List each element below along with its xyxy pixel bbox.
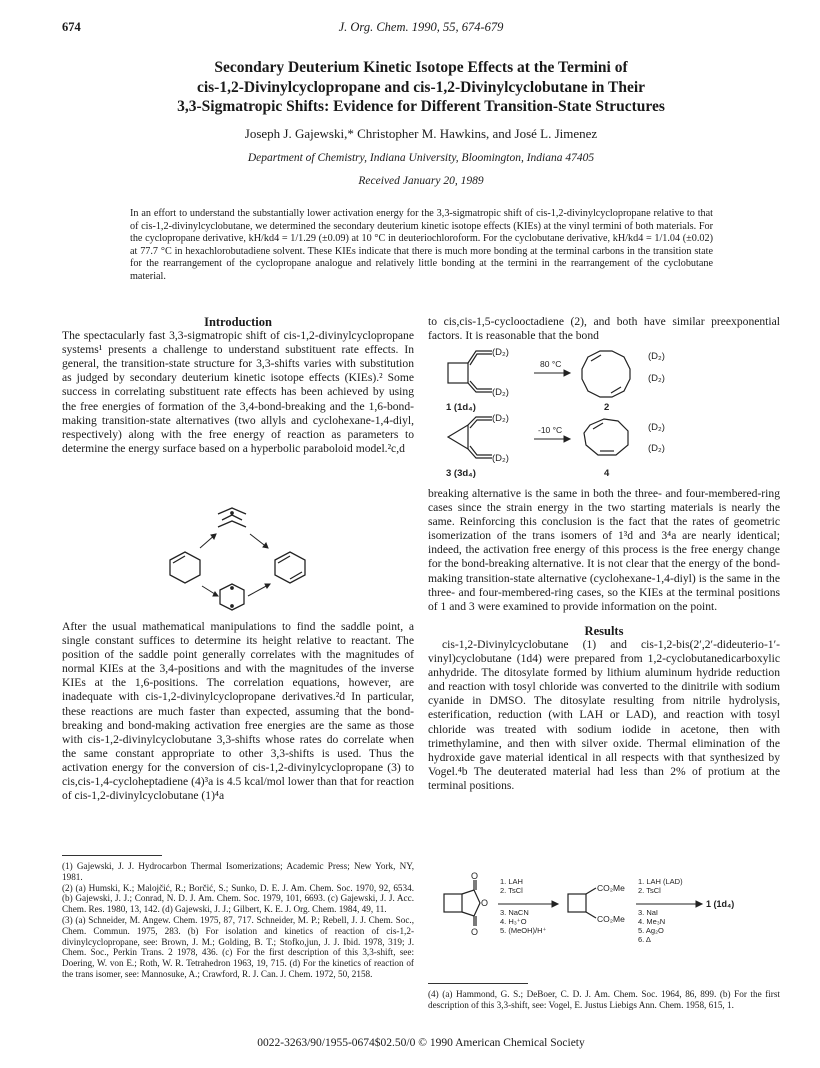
journal-citation: J. Org. Chem. 1990, 55, 674-679	[338, 20, 504, 34]
footnotes-right: (4) (a) Hammond, G. S.; DeBoer, C. D. J. Am. Chem. Soc. 1964, 86, 899. (b) For the first description of this 3,3-shift, see: Vogel, E. Justus Liebigs Ann. Chem. 1958, 615, 1.	[428, 989, 780, 1010]
compound-label-1: 1 (1d₄)	[446, 402, 476, 413]
running-header	[62, 20, 780, 36]
step1-5: 5. (MeOH)/H⁺	[500, 926, 547, 935]
step2-2: 2. TsCl	[638, 886, 661, 895]
d2-label-5: (D₂)	[492, 413, 509, 424]
step2-5: 5. Ag₂O	[638, 926, 664, 935]
right-paragraph-2: breaking alternative is the same in both the three- and four-membered-ring cases since the strain energy in the two starting materials is nearly the same. Reinforcing this conclusion is the fact that the rates of geometric isomerization of the trans isomers of 1³d and 3⁴a are nearly identical; indeed, the activation free energy of this process is the free energy change for the bond-breaking alternative. It is not clear that the energy of the bond-making transition-state alternative (cyclohexane-1,4-diyl) is the same in the three- and four-membered-ring cases, so the KIEs at the terminal positions of 1 and 3 were examined to provide information on the point.	[428, 487, 780, 613]
d2-label-1: (D₂)	[492, 347, 509, 358]
step2-1: 1. LAH (LAD)	[638, 877, 683, 886]
d2-label-8: (D₂)	[648, 443, 665, 454]
d2-label-4: (D₂)	[648, 373, 665, 384]
oxygen-top: O	[471, 872, 479, 881]
title-line-2: cis-1,2-Divinylcyclopropane and cis-1,2-Divinylcyclobutane in Their	[196, 78, 646, 96]
synthesis-arrow-1	[498, 901, 558, 907]
authors: Joseph J. Gajewski,* Christopher M. Hawkins, and José L. Jimenez	[244, 126, 598, 141]
page-number: 674	[62, 20, 81, 34]
cyclohexadiene-structure	[275, 552, 305, 583]
condition-minus10c: -10 °C	[538, 425, 563, 435]
title-line-1: Secondary Deuterium Kinetic Isotope Effects at the Termini of	[214, 59, 628, 76]
title-line-3: 3,3-Sigmatropic Shifts: Evidence for Different Transition-State Structures	[177, 98, 665, 115]
d2-label-2: (D₂)	[492, 387, 509, 398]
results-heading: Results	[584, 623, 624, 638]
right-column-middle	[428, 487, 780, 793]
article-title	[62, 58, 780, 117]
footnote-rule-left	[62, 855, 162, 856]
d2-label-3: (D₂)	[648, 351, 665, 362]
anhydride-structure	[444, 880, 480, 926]
divinylcyclopropane-structure	[448, 417, 492, 458]
ester-bottom: CO₂Me	[597, 914, 625, 924]
divinylcyclopropane-structure	[170, 552, 200, 583]
step1-4: 4. H₃⁺O	[500, 917, 527, 926]
affiliation: Department of Chemistry, Indiana University, Bloomington, Indiana 47405	[247, 152, 595, 164]
divinylcyclobutane-structure	[448, 351, 492, 392]
compound-label-3: 3 (3d₄)	[446, 468, 476, 479]
compound-label-4: 4	[604, 468, 610, 479]
right-paragraph-1: to cis,cis-1,5-cyclooctadiene (2), and both have similar preexponential factors. It is reasonable that the bond	[428, 315, 780, 343]
oxygen-bottom: O	[471, 927, 479, 937]
ester-top: CO₂Me	[597, 883, 625, 893]
intro-paragraph-2: After the usual mathematical manipulations to find the saddle point, a single constant suffices to determine its height relative to reactant. The position of the saddle point generally correlates with the magnitudes of normal KIEs at the 3,4-positions and with the magnitudes of the inverse KIEs at the 1,6-positions. The correlation equations, however, are inadequate with cis-1,2-divinylcyclopropane derivatives.²d In particular, these reactions are much faster than expected, assuming that the bond-breaking and bond-making activation free energies are the same as those with cis-1,2-divinylcyclobutane 3,3-shifts whose rates do correlate when the same constant appropriate to other 3,3-shifts is used. Thus the activation energy for the conversion of cis-1,2-divinylcyclopropane (3) to cis,cis-1,4-cycloheptadiene (4)³a is 4.5 kcal/mol lower than that for reaction of cis-1,2-divinylcyclobutane (1)⁴a	[62, 620, 414, 803]
step1-2: 2. TsCl	[500, 886, 523, 895]
intro-continued	[62, 620, 414, 803]
step1-1: 1. LAH	[500, 877, 523, 886]
cyclooctadiene-structure	[582, 351, 630, 397]
copyright-footer: 0022-3263/90/1955-0674$02.50/0 © 1990 American Chemical Society	[257, 1037, 585, 1049]
right-column-top	[428, 315, 780, 343]
reaction-scheme	[440, 345, 730, 480]
scheme-arrow-1	[534, 370, 570, 376]
intro-paragraph-1: The spectacularly fast 3,3-sigmatropic shift of cis-1,2-divinylcyclopropane systems¹ presents a challenge to understand substituent rate effects. In general, the transition-state structure for 3,3-shifts varies with substitution as judged by secondary deuterium kinetic isotope effects (KIEs).² Some success in correlating substituent rate effects has been achieved by using the free energies of formation of the 3,4-bond-breaking and the 1,6-bond-making transition-state alternatives (two allyls and cyclohexane-1,4-diyl, respectively) along with the free energy of reaction as parameters to determine the energy surface based on a hyperbolic paraboloid model.²c,d	[62, 329, 414, 455]
transition-state-figure	[140, 500, 340, 620]
cyclohexanediyl-structure	[220, 584, 244, 610]
step1-3: 3. NaCN	[500, 908, 529, 917]
reaction-arrows	[200, 534, 270, 596]
introduction-section	[62, 315, 414, 456]
synthesis-product-label: 1 (1d₄)	[706, 899, 735, 909]
oxygen-ring: O	[481, 898, 489, 908]
introduction-heading: Introduction	[204, 315, 272, 329]
abstract: In an effort to understand the substantially lower activation energy for the 3,3-sigmatropic shift of cis-1,2-divinylcyclopropane relative to that of cis-1,2-divinylcyclobutane, we determined the secondary deuterium kinetic isotope effects (KIEs) at the vinyl termini of both materials. For the cyclopropane derivative, kH/kd4 = 1/1.29 (±0.09) at 10 °C in deuteriochloroform. For the cyclobutane derivative, kH/kd4 = 1/1.04 (±0.02) at 77.7 °C in hexachlorobutadiene solvent. These KIEs indicate that there is much more bonding at the terminal carbons in the transition state for the rearrangement of the cyclopropane analogue and relatively little bonding at the termini in the rearrangement of the cyclobutane material.	[130, 208, 713, 282]
d2-label-7: (D₂)	[648, 422, 665, 433]
step2-3: 3. NaI	[638, 908, 659, 917]
synthesis-scheme	[440, 872, 760, 947]
received-date: Received January 20, 1989	[358, 175, 484, 187]
footnotes-left: (1) Gajewski, J. J. Hydrocarbon Thermal Isomerizations; Academic Press; New York, NY, 1981. (2) (a) Humski, K.; Malojčić, R.; Borčić, S.; Sunko, D. E. J. Am. Chem. Soc. 1970, 92, 6534. (b) Gajewski, J. J.; Conrad, N. D. J. Am. Chem. Soc. 1979, 101, 6693. (c) Gajewski, J. J. Acc. Chem. Res. 1980, 13, 142. (d) Gajewski, J. J.; Gilbert, K. E. J. Org. Chem. 1984, 49, 11. (3) (a) Schneider, M. Angew. Chem. 1975, 87, 717. Schneider, M. P.; Rebell, J. J. Chem. Soc., Chem. Commun. 1975, 283. (b) For isolation and kinetics of reaction of cis-1,2-divinylcyclopropane, see: Brown, J. M.; Golding, B. T.; Stofko,jun, J. J. Ibid. 1978, 319; J. Chem. Soc., Perkin Trans. 2 1978, 436. (c) For the first description of this 3,3-shift, see: Doering, W. von E.; Roth, W. R. Tetrahedron 1963, 19, 715. (d) For the kinetics of reaction of the trans isomer, see: Mannosuke, A.; Crawford, R. J. Can. J. Chem. 1972, 50, 2158.	[62, 861, 414, 979]
compound-label-2: 2	[604, 402, 610, 413]
condition-80c: 80 °C	[540, 359, 562, 369]
footnote-rule-right	[428, 983, 528, 984]
step2-6: 6. Δ	[638, 935, 651, 944]
cycloheptadiene-structure	[584, 419, 628, 455]
results-paragraph: cis-1,2-Divinylcyclobutane (1) and cis-1,2-bis(2′,2′-dideuterio-1′-vinyl)cyclobutane (1d4) were prepared from 1,2-cyclobutanedicarboxylic anhydride. The ditosylate formed by lithium aluminum hydride reduction and reaction with tosyl chloride was converted to the dinitrile with sodium cyanide in DMSO. The ditosylate resulting from nitrile hydrolysis, esterification, reduction (with LAH or LAD), and reaction with tosyl chloride was treated with sodium iodide in acetone, then with trimethylamine, and then with silver oxide. Thermal elimination of the hydroxide gave material identical in all respects with that synthesized by Vogel.⁴b The deuterated material had less than 2% of protium at the terminal positions.	[428, 637, 780, 792]
synthesis-arrow-2	[636, 901, 702, 907]
step2-4: 4. Me₃N	[638, 917, 666, 926]
scheme-arrow-2	[534, 436, 570, 442]
bis-allyl-structure	[218, 508, 246, 527]
d2-label-6: (D₂)	[492, 453, 509, 464]
diester-structure	[568, 888, 596, 918]
